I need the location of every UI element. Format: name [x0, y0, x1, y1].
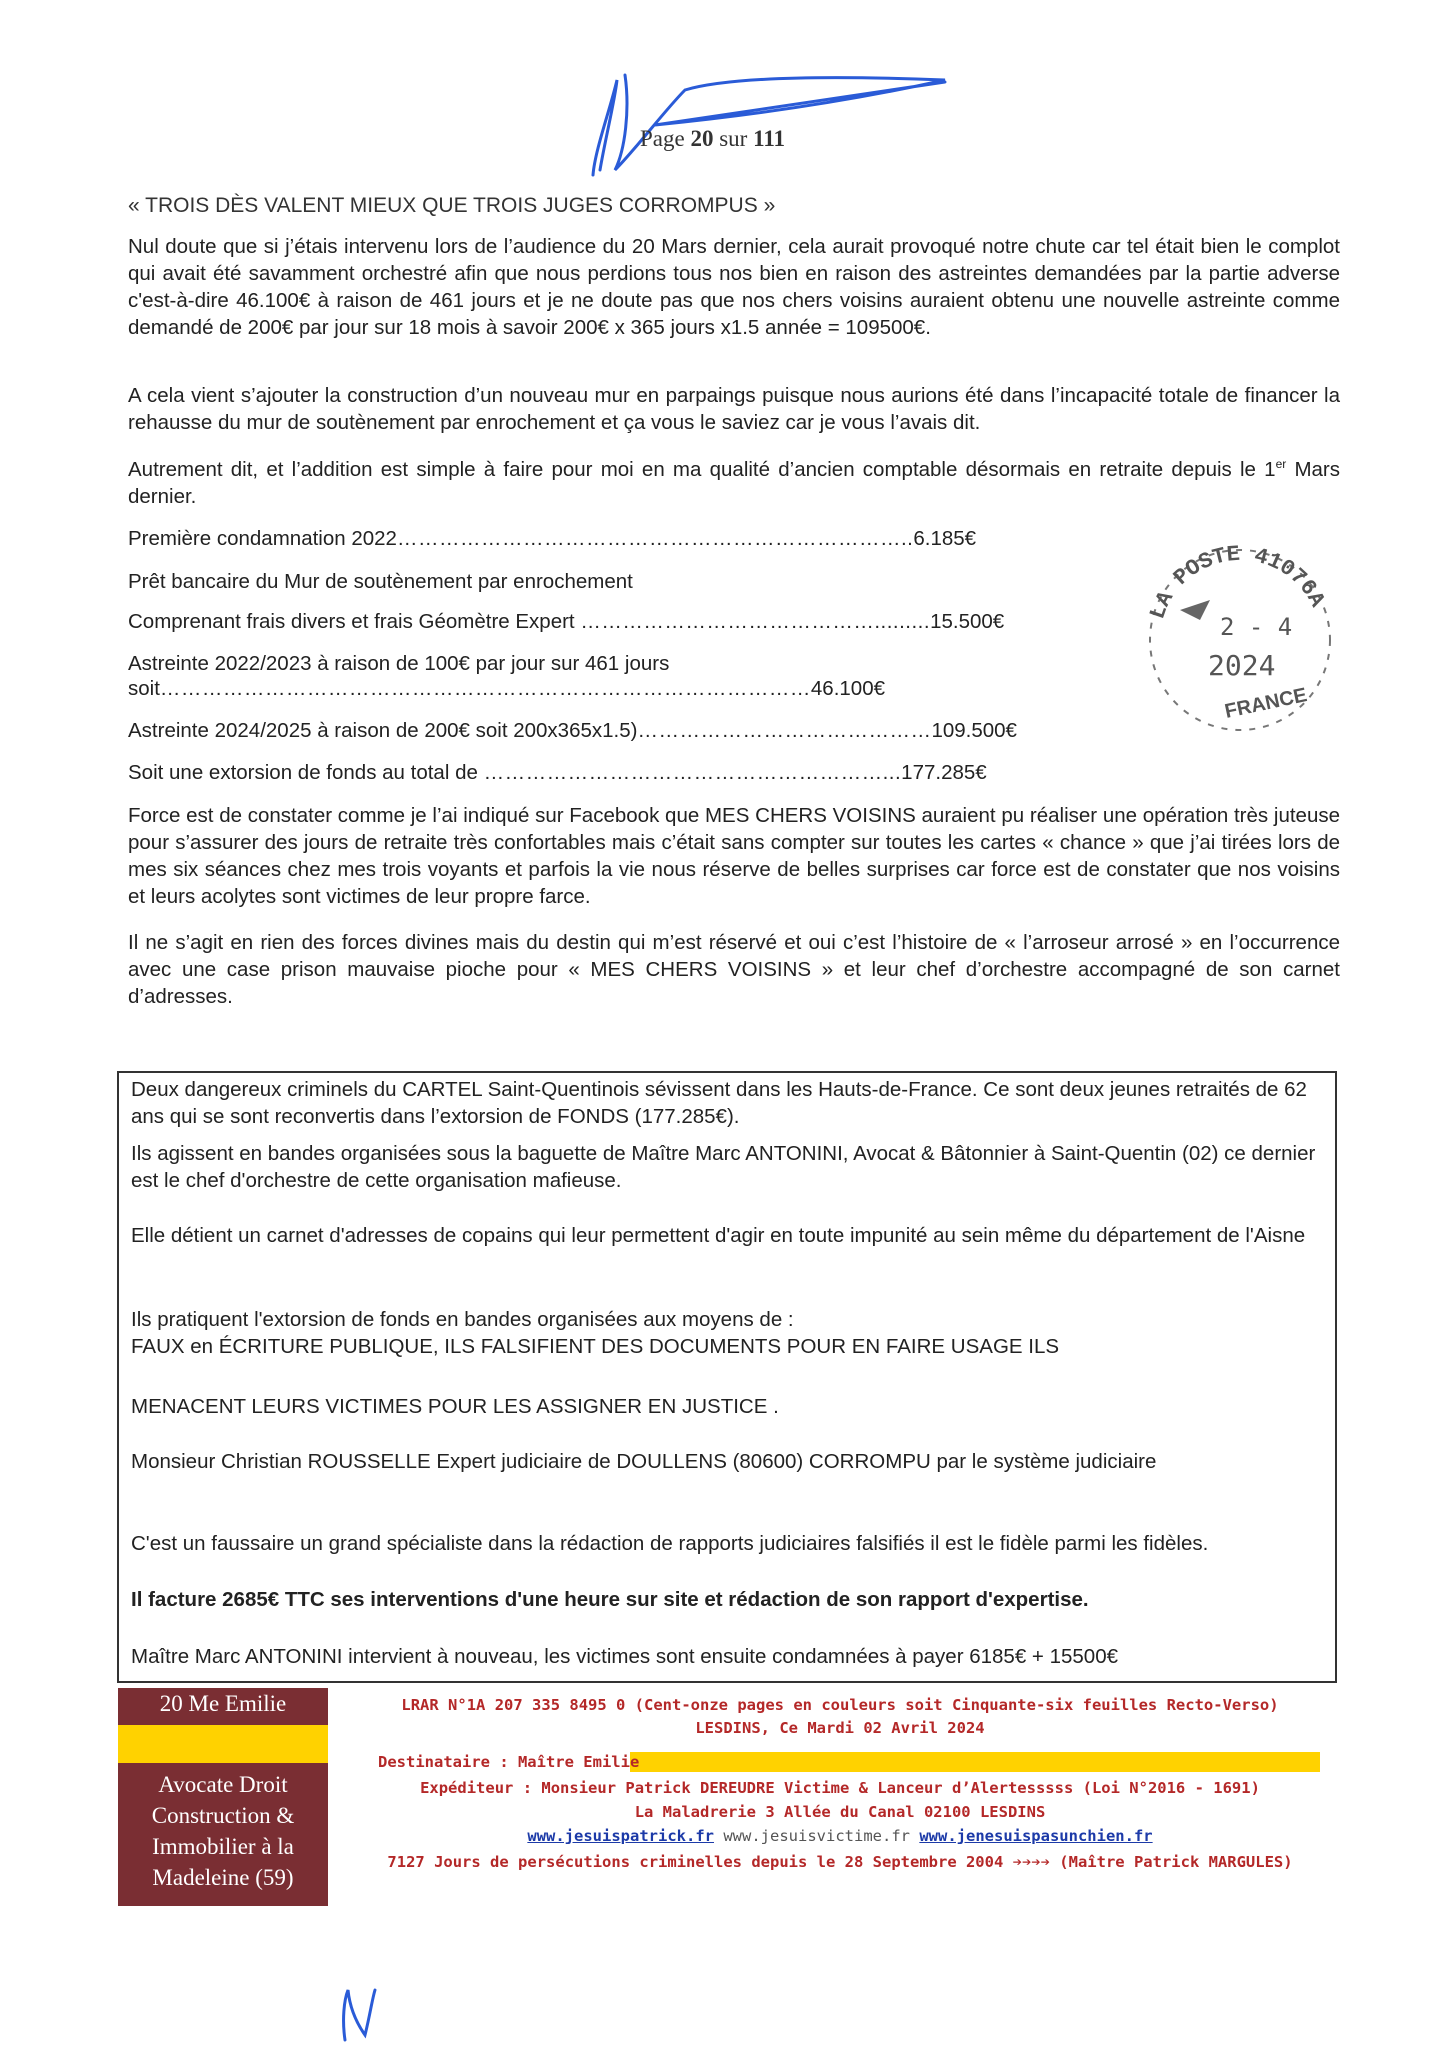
box-paragraph: Il facture 2685€ TTC ses interventions d'une heure sur site et rédaction de son rapport d'expertise. [131, 1588, 1089, 1611]
footer-persecution-days: 7127 Jours de persécutions criminelles depuis le 28 Septembre 2004 ➔➔➔➔ (Maître Patrick MARGULES) [387, 1853, 1293, 1871]
handwritten-initials-bottom [330, 1985, 390, 2045]
paragraph-2: A cela vient s’ajouter la construction d’un nouveau mur en parpaings puisque nous aurions été dans l’incapacité totale de financer la rehausse du mur de soutènement par enrochement et ça vous le saviez car je vous l’avais dit. [128, 384, 1340, 434]
ledger-row: Première condamnation 2022………………………………………………………………..6.185€ [128, 527, 977, 550]
handwritten-signature-top [555, 70, 975, 180]
box-paragraph: Elle détient un carnet d'adresses de copains qui leur permettent d'agir en toute impunité au sein même du département de l'Aisne [131, 1224, 1306, 1247]
page-number: Page 20 sur 111 [640, 126, 786, 151]
box-paragraph: FAUX en ÉCRITURE PUBLIQUE, ILS FALSIFIENT DES DOCUMENTS POUR EN FAIRE USAGE ILS [131, 1335, 1060, 1358]
footer-websites [340, 1826, 1340, 1847]
box-paragraph: C'est un faussaire un grand spécialiste dans la rédaction de rapports judiciaires falsifiés il est le fidèle parmi les fidèles. [131, 1532, 1209, 1555]
ledger-row: Comprenant frais divers et frais Géomètre Expert …………………………………….........15.500€ [128, 610, 1005, 633]
footer-lrar: LRAR N°1A 207 335 8495 0 (Cent-onze pages en couleurs soit Cinquante-six feuilles Recto-Verso) [401, 1696, 1279, 1714]
footer-sender: Expéditeur : Monsieur Patrick DEREUDRE Victime & Lanceur d’Alertesssss (Loi N°2016 - 1691) [420, 1779, 1260, 1797]
box-paragraph: Ils agissent en bandes organisées sous la baguette de Maître Marc ANTONINI, Avocat & Bâtonnier à Saint-Quentin (02) ce dernier est le chef d'orchestre de cette organisation mafieuse. [131, 1142, 1316, 1192]
website-link[interactable]: www.jesuisvictime.fr [723, 1827, 910, 1845]
ledger-total: Soit une extorsion de fonds au total de …………………………………………………...177.285€ [128, 761, 987, 784]
footer-address: La Maladrerie 3 Allée du Canal 02100 LESDINS [634, 1803, 1046, 1821]
box-paragraph: Monsieur Christian ROUSSELLE Expert judiciaire de DOULLENS (80600) CORROMPU par le système judiciaire [131, 1450, 1157, 1473]
footer-date: LESDINS, Ce Mardi 02 Avril 2024 [695, 1719, 985, 1737]
postmark-stamp [1130, 540, 1350, 740]
paragraph-3: Autrement dit, et l’addition est simple à faire pour moi en ma qualité d’ancien comptable désormais en retraite depuis le 1er Mars dernier. [128, 457, 1341, 508]
ledger-row: Astreinte 2022/2023 à raison de 100€ par jour sur 461 jours [128, 652, 670, 675]
box-paragraph: Maître Marc ANTONINI intervient à nouveau, les victimes sont ensuite condamnées à payer 6185€ + 15500€ [131, 1645, 1119, 1668]
recipient-label-box: 20 Me Emilie Avocate Droit Construction & Immobilier à la Madeleine (59) [118, 1688, 328, 1906]
svg-text:LA POSTE 41076A: LA POSTE 41076A [1145, 541, 1330, 623]
website-link[interactable]: www.jenesuispasunchien.fr [919, 1827, 1153, 1845]
ledger-row: soit…………………………………………………………………………………46.100€ [128, 677, 886, 700]
ledger-row: Prêt bancaire du Mur de soutènement par enrochement [128, 570, 633, 593]
paragraph-5: Il ne s’agit en rien des forces divines mais du destin qui m’est réservé et oui c’est l’histoire de « l’arroseur arrosé » en l’occurrence avec une case prison mauvaise pioche pour « MES CHERS VOISINS » et leur chef d’orchestre accompagné de son carnet d’adresses. [128, 931, 1340, 1008]
box-paragraph: Deux dangereux criminels du CARTEL Saint-Quentinois sévissent dans les Hauts-de-France. Ce sont deux jeunes retraités de 62 ans qui se sont reconvertis dans l’extorsion de FONDS (177.285€). [131, 1078, 1307, 1128]
footer-recipient: Destinataire : Maître Emilie [378, 1753, 640, 1771]
box-paragraph: Ils pratiquent l'extorsion de fonds en bandes organisées aux moyens de : [131, 1308, 794, 1331]
box-paragraph: MENACENT LEURS VICTIMES POUR LES ASSIGNER EN JUSTICE . [131, 1395, 779, 1418]
paragraph-4: Force est de constater comme je l’ai indiqué sur Facebook que MES CHERS VOISINS auraient pu réaliser une opération très juteuse pour s’assurer des jours de retraite très confortables mais c’était sans compter sur toutes les cartes « chance » que j’ai tirées lors de mes six séances chez mes trois voyants et parfois la vie nous réserve de belles surprises car force est de constater que nos voisins et leurs acolytes sont victimes de leur propre farce. [128, 804, 1340, 908]
ledger-row: Astreinte 2024/2025 à raison de 200€ soit 200x365x1.5)……………………………………109.500€ [128, 719, 1017, 742]
paragraph-1: Nul doute que si j’étais intervenu lors de l’audience du 20 Mars dernier, cela aurait provoqué notre chute car tel était bien le complot qui avait été savamment orchestré afin que nous perdions tous nos bien en raison des astreintes demandées par la partie adverse c'est-à-dire 46.100€ à raison de 461 jours et je ne doute pas que nos chers voisins auraient obtenu une nouvelle astreinte comme demandé de 200€ par jour sur 18 mois à savoir 200€ x 365 jours x1.5 année = 109500€. [128, 235, 1340, 339]
document-title: « TROIS DÈS VALENT MIEUX QUE TROIS JUGES CORROMPUS » [128, 194, 776, 217]
svg-text:2024: 2024 [1208, 649, 1276, 682]
svg-text:2 - 4: 2 - 4 [1220, 613, 1293, 641]
svg-text:FRANCE: FRANCE [1222, 684, 1309, 723]
website-link[interactable]: www.jesuispatrick.fr [527, 1827, 714, 1845]
